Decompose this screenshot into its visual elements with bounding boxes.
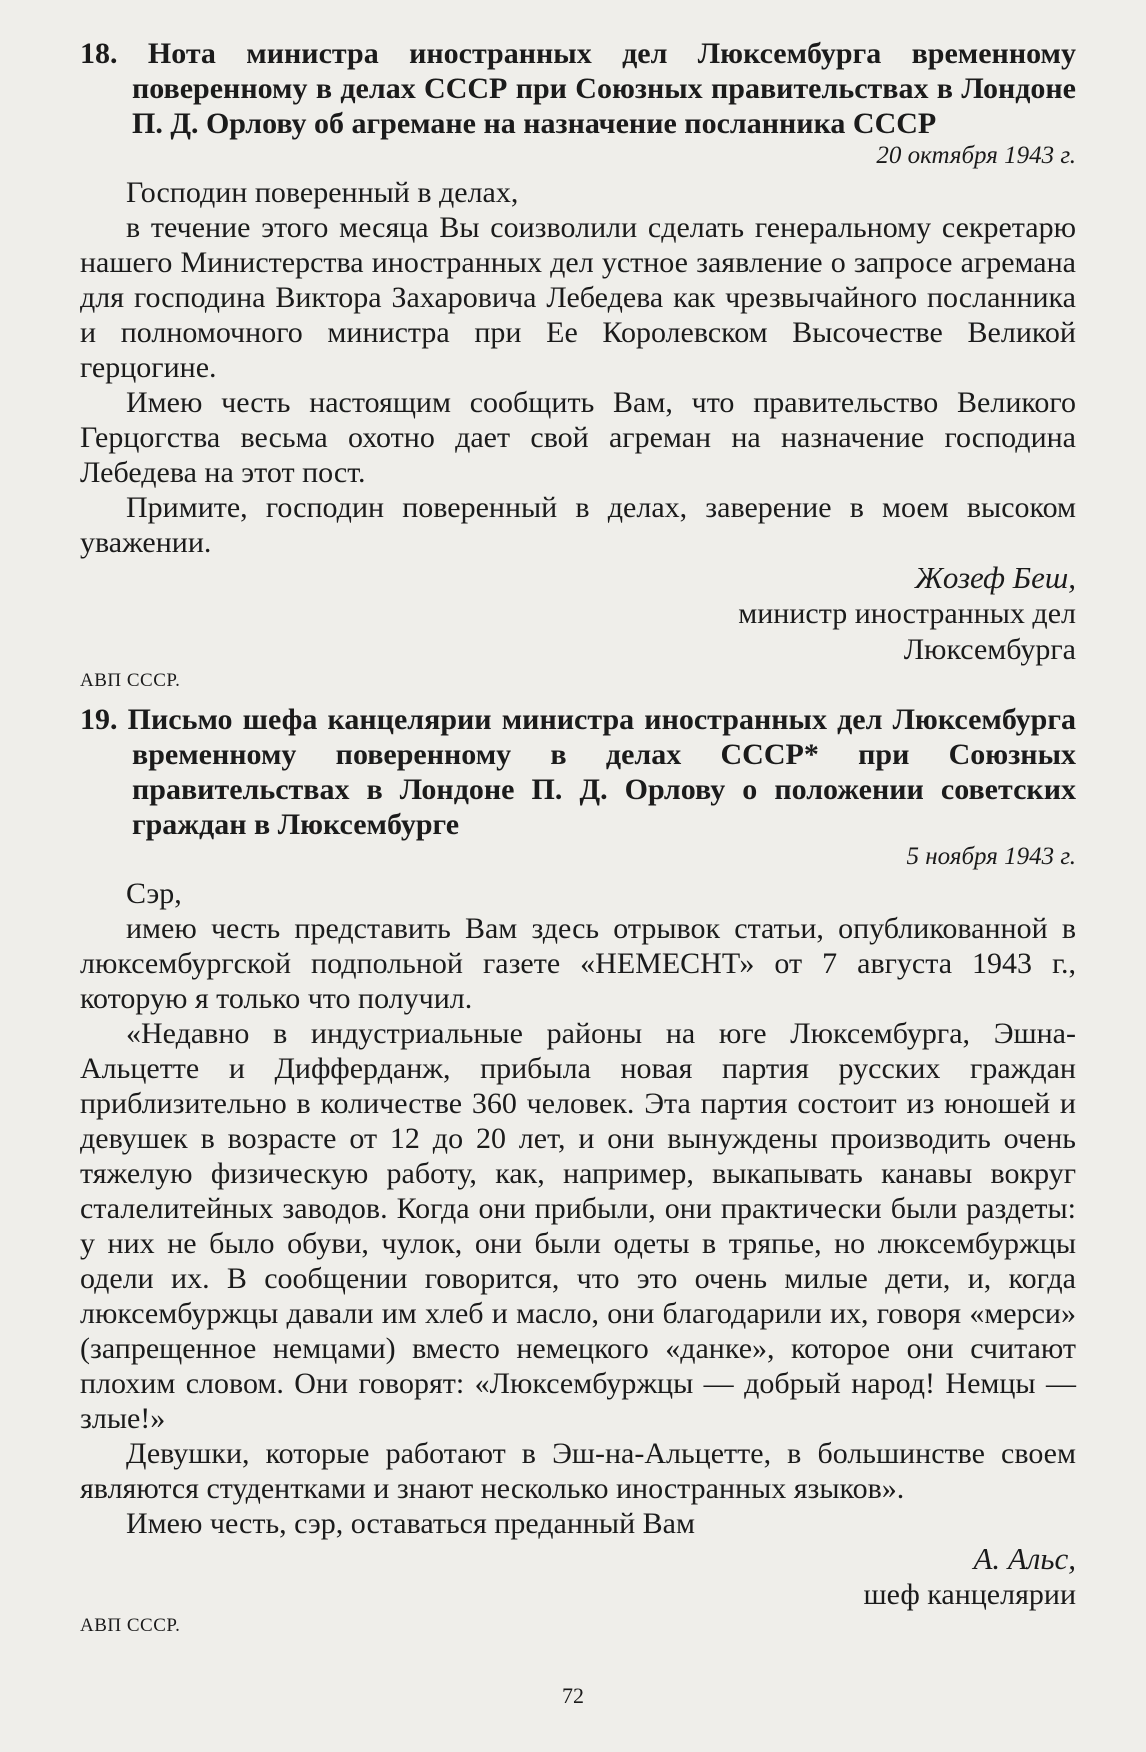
- body-paragraph: Примите, господин поверенный в делах, заверение в моем высоком уважении.: [80, 491, 1076, 559]
- signature-title: Люксембурга: [903, 633, 1076, 666]
- document-heading: 19. Письмо шефа канцелярии министра иностранных дел Люксембурга временному поверенному в делах СССР* при Союзных правительствах в Лондоне П. Д. Орлову о положении советских граждан в Люксембурге: [80, 703, 1076, 841]
- signature-block: [80, 1541, 1076, 1613]
- body-paragraph: Имею честь настоящим сообщить Вам, что правительство Великого Герцогства весьма охотно дает свой агреман на назначение господина Лебедева на этот пост.: [80, 386, 1076, 489]
- signature-block: [80, 560, 1076, 668]
- body-paragraph: в течение этого месяца Вы соизволили сделать генеральному секретарю нашего Министерства иностранных дел устное заявление о запросе агремана для господина Виктора Захаровича Лебедева как чрезвычайного посланника и полномочного министра при Ее Королевском Высочестве Великой герцогине.: [80, 211, 1076, 384]
- document-18: [80, 36, 1076, 692]
- signature-title: шеф канцелярии: [863, 1578, 1076, 1611]
- body-paragraph: «Недавно в индустриальные районы на юге Люксембурга, Эшна-Альцетте и Дифферданж, прибыла новая партия русских граждан приблизительно в количестве 360 человек. Эта партия состоит из юношей и девушек в возрасте от 12 до 20 лет, и они вынуждены производить очень тяжелую физическую работу, как, например, выкапывать канавы вокруг сталелитейных заводов. Когда они прибыли, они практически были раздеты: у них не было обуви, чулок, они были одеты в тряпье, но люксембуржцы одели их. В сообщении говорится, что это очень милые дети, и, когда люксембуржцы давали им хлеб и масло, они благодарили их, говоря «мерси» (запрещенное немцами) вместо немецкого «данке», которое они считают плохим словом. Они говорят: «Люксембуржцы — добрый народ! Немцы — злые!»: [80, 1017, 1076, 1435]
- archive-source: АВП СССР.: [80, 670, 181, 691]
- text-column: [80, 36, 1076, 1647]
- page-number: 72: [562, 1683, 584, 1708]
- body-paragraph: Девушки, которые работают в Эш-на-Альцетте, в большинстве своем являются студентками и знают несколько иностранных языков».: [80, 1437, 1076, 1505]
- document-date: 20 октября 1943 г.: [876, 142, 1076, 169]
- salutation: Сэр,: [126, 877, 182, 910]
- document-19: [80, 702, 1076, 1637]
- document-heading: 18. Нота министра иностранных дел Люксембурга временному поверенному в делах СССР при Союзных правительствах в Лондоне П. Д. Орлову об агремане на назначение посланника СССР: [80, 37, 1076, 140]
- signature-title: министр иностранных дел: [738, 597, 1076, 630]
- archive-source: АВП СССР.: [80, 1615, 181, 1636]
- salutation: Господин поверенный в делах,: [126, 176, 519, 209]
- signature-name: А. Альс,: [973, 1541, 1076, 1576]
- document-date: 5 ноября 1943 г.: [906, 843, 1076, 870]
- body-paragraph: имею честь представить Вам здесь отрывок статьи, опубликованной в люксембургской подпольной газете «НЕМЕСНТ» от 7 августа 1943 г., которую я только что получил.: [80, 912, 1076, 1015]
- body-paragraph: Имею честь, сэр, оставаться преданный Вам: [126, 1507, 695, 1540]
- signature-name: Жозеф Беш,: [914, 560, 1076, 595]
